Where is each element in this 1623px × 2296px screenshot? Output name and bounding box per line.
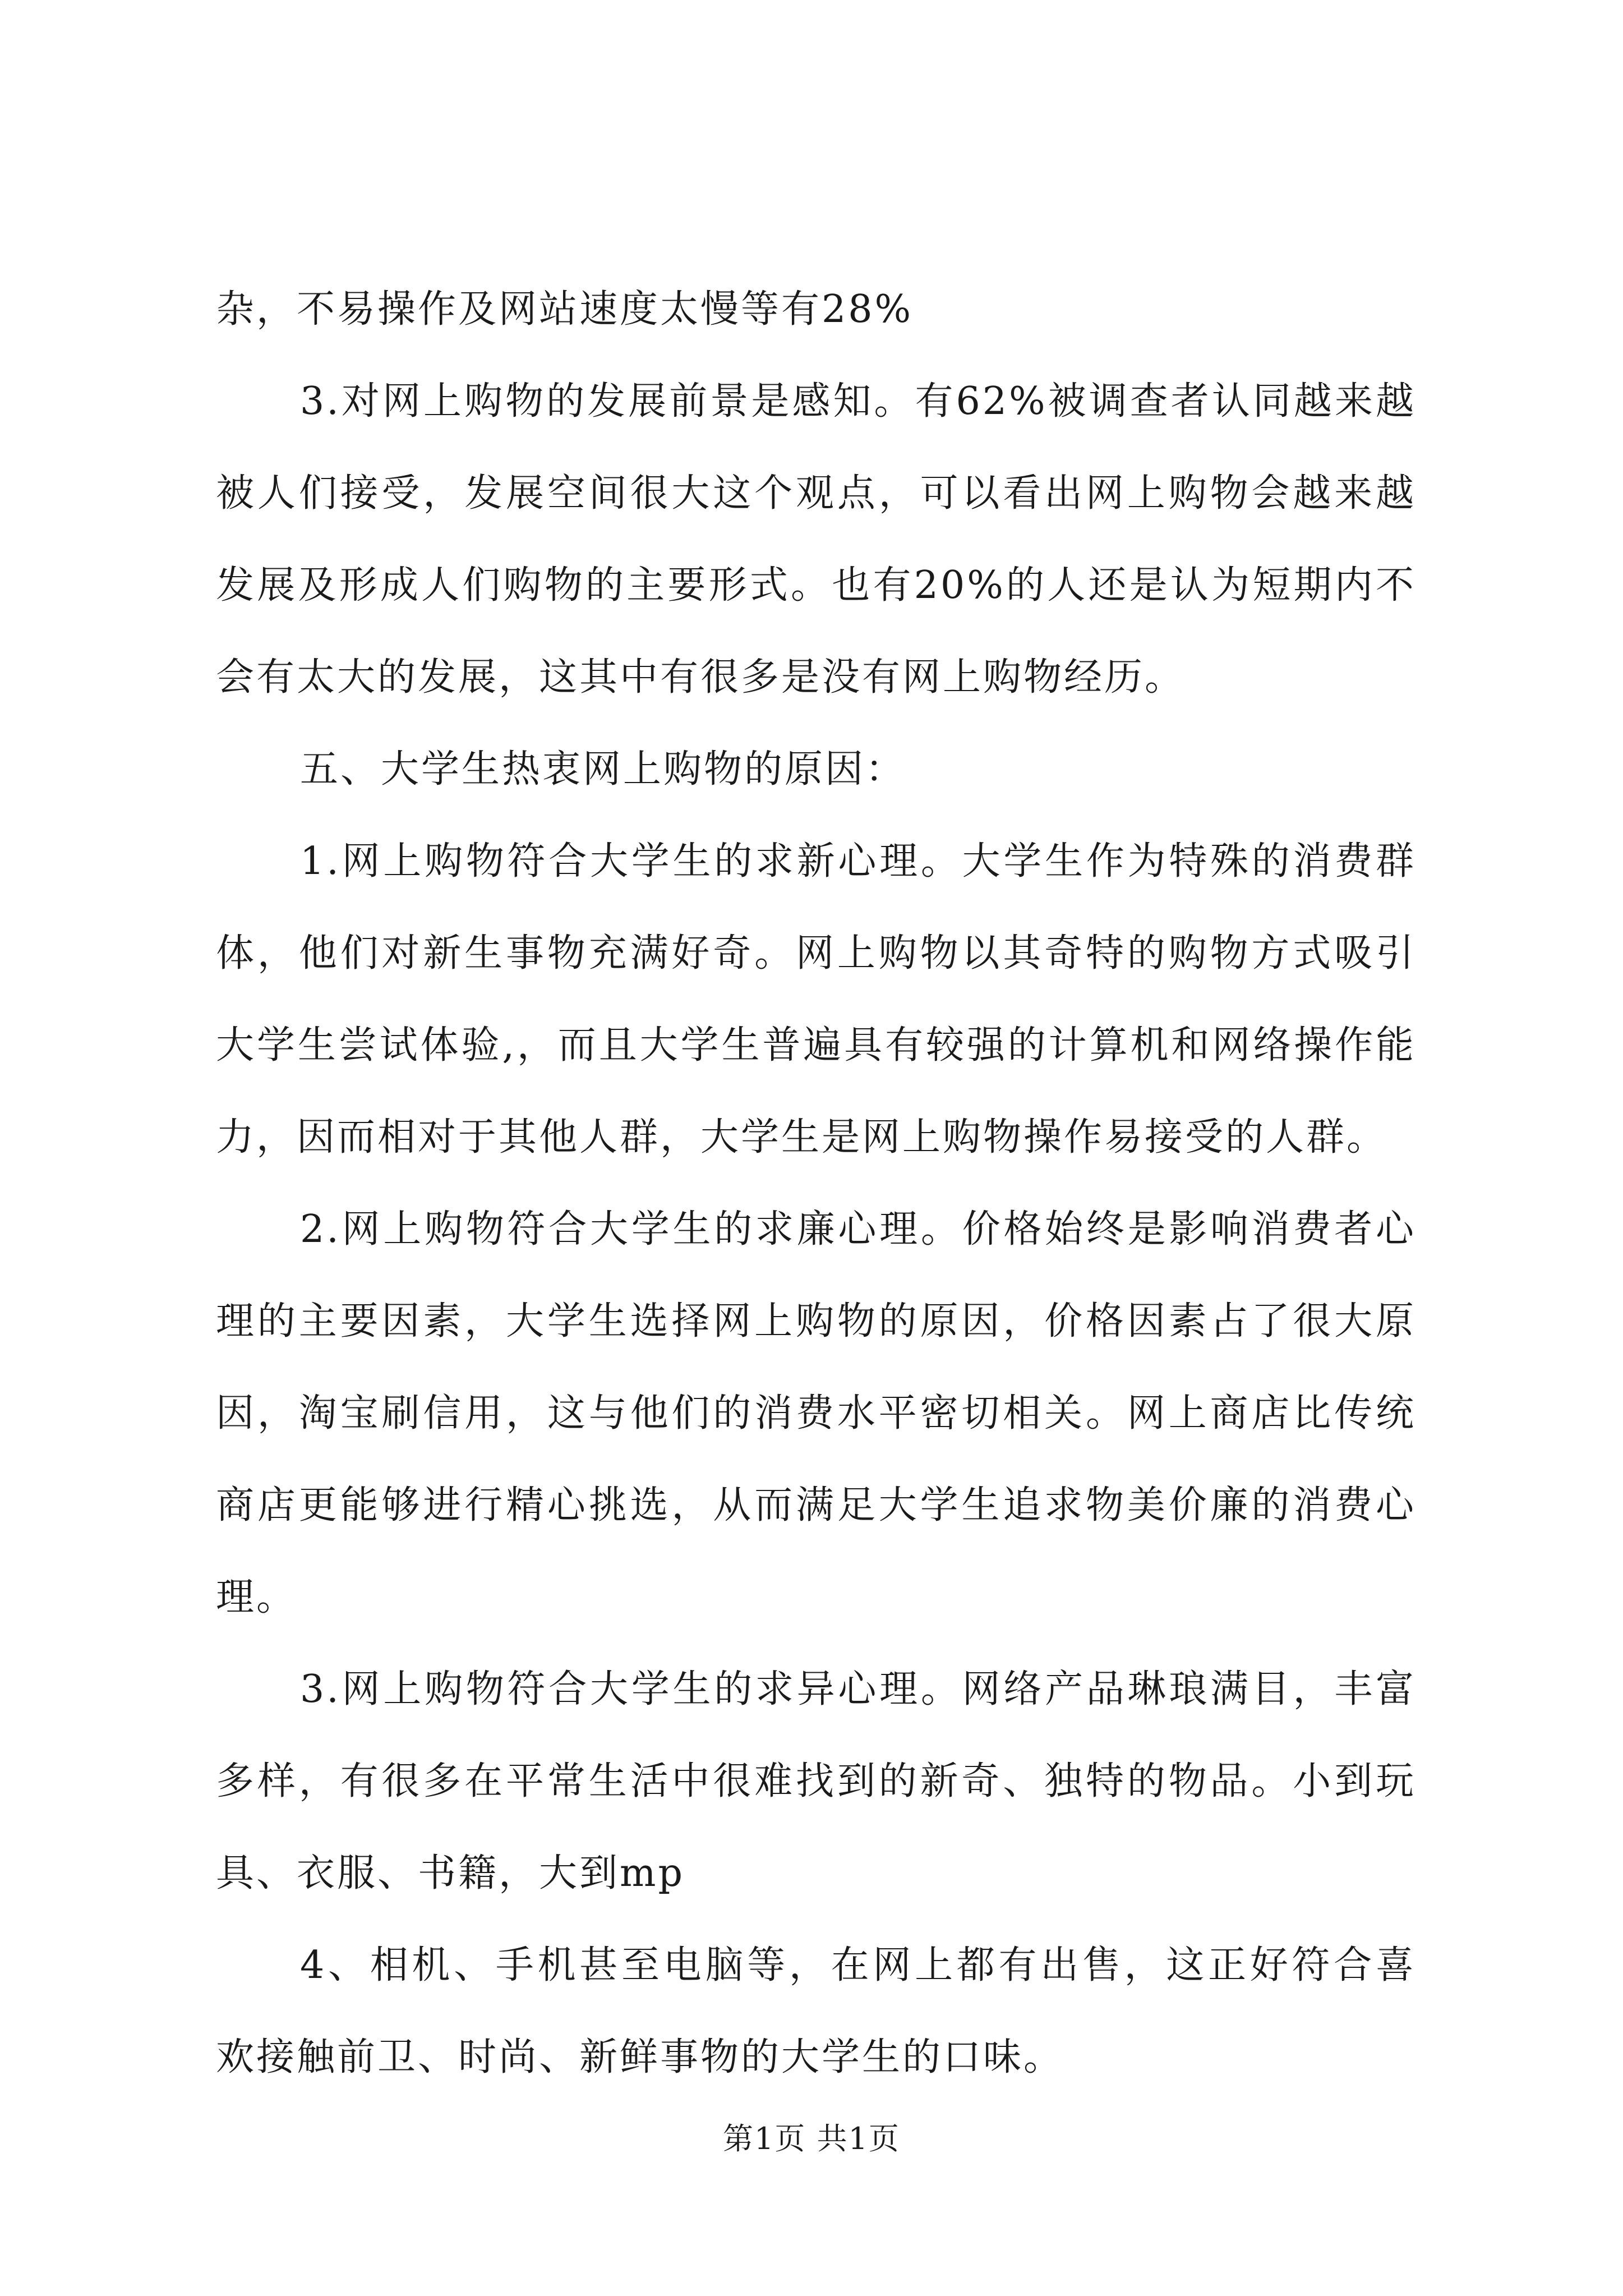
page-footer: 第1页 共1页 (723, 2121, 900, 2156)
paragraph-2: 3.对网上购物的发展前景是感知。有62%被调查者认同越来越被人们接受，发展空间很大这个观点，可以看出网上购物会越来越发展及形成人们购物的主要形式。也有20%的人还是认为短期内不会有太大的发展，这其中有很多是没有网上购物经历。 (216, 379, 1416, 700)
paragraph-7: 4、相机、手机甚至电脑等，在网上都有出售，这正好符合喜欢接触前卫、时尚、新鲜事物的大学生的口味。 (216, 1943, 1416, 2079)
paragraph-1: 杂，不易操作及网站速度太慢等有28% (216, 287, 914, 332)
paragraph-4: 1.网上购物符合大学生的求新心理。大学生作为特殊的消费群体，他们对新生事物充满好奇。网上购物以其奇特的购物方式吸引大学生尝试体验,，而且大学生普遍具有较强的计算机和网络操作能力，因而相对于其他人群，大学生是网上购物操作易接受的人群。 (216, 839, 1416, 1159)
section-heading: 五、大学生热衷网上购物的原因： (300, 747, 906, 792)
document-body (216, 264, 1416, 2104)
paragraph-6: 3.网上购物符合大学生的求异心理。网络产品琳琅满目，丰富多样，有很多在平常生活中很难找到的新奇、独特的物品。小到玩具、衣服、书籍，大到mp (216, 1667, 1416, 1895)
paragraph-5: 2.网上购物符合大学生的求廉心理。价格始终是影响消费者心理的主要因素，大学生选择网上购物的原因，价格因素占了很大原因，淘宝刷信用，这与他们的消费水平密切相关。网上商店比传统商店更能够进行精心挑选，从而满足大学生追求物美价廉的消费心理。 (216, 1207, 1416, 1619)
